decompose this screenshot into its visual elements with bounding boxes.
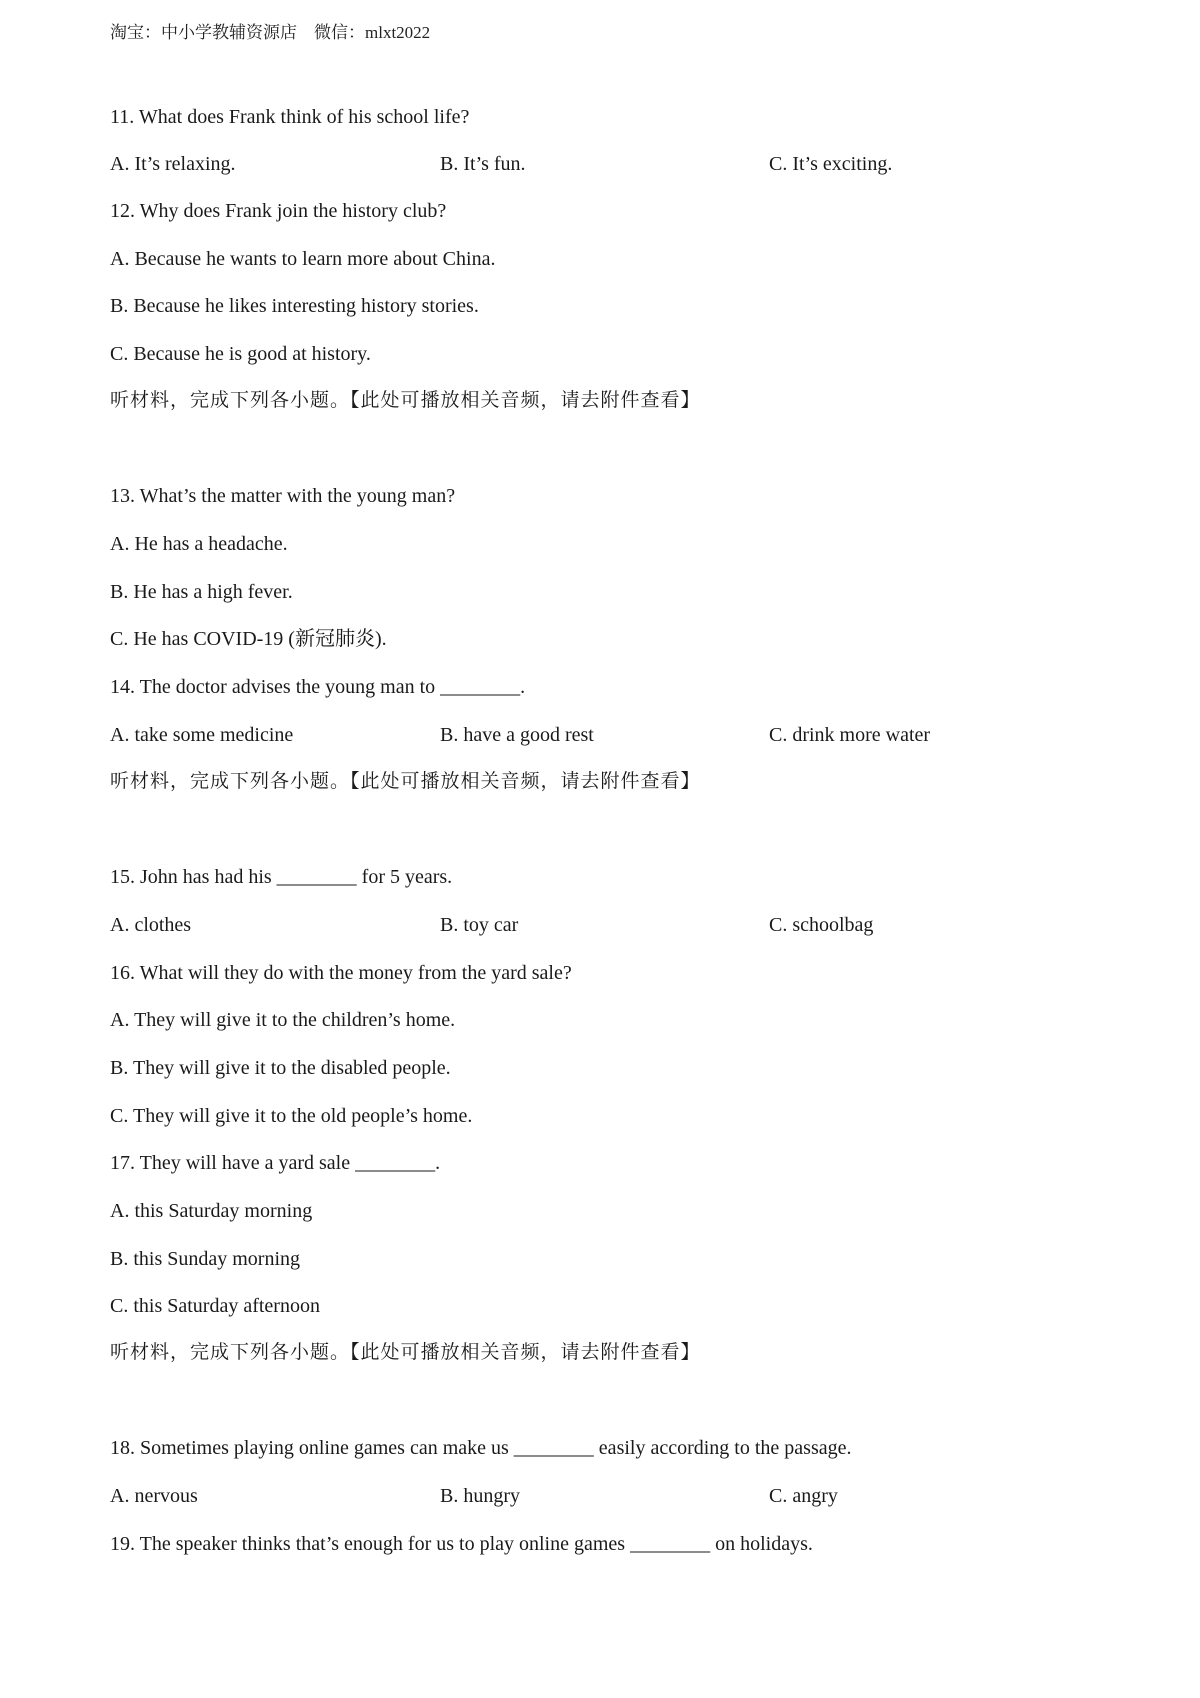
answer-option: C. schoolbag [769, 914, 874, 936]
answer-option: A. this Saturday morning [110, 1200, 313, 1222]
page-header: 淘宝：中小学教辅资源店 微信：mlxt2022 [110, 23, 431, 42]
answer-option: C. They will give it to the old people’s home. [110, 1105, 473, 1127]
answer-option: C. angry [769, 1485, 838, 1507]
question-stem: 12. Why does Frank join the history club? [110, 200, 447, 222]
question-stem: 13. What’s the matter with the young man? [110, 485, 456, 507]
answer-option: B. this Sunday morning [110, 1248, 301, 1270]
listening-instruction: 听材料，完成下列各小题。【此处可播放相关音频，请去附件查看】 [110, 770, 701, 792]
answer-option: B. hungry [440, 1485, 520, 1507]
answer-option: C. He has COVID-19 (新冠肺炎). [110, 628, 387, 650]
answer-option: A. take some medicine [110, 724, 294, 746]
answer-option: C. drink more water [769, 724, 931, 746]
question-stem: 15. John has had his ________ for 5 years. [110, 866, 453, 888]
answer-option: A. They will give it to the children’s home. [110, 1009, 456, 1031]
answer-option: B. toy car [440, 914, 519, 936]
question-stem: 14. The doctor advises the young man to ________. [110, 676, 526, 698]
answer-option: B. It’s fun. [440, 153, 526, 175]
answer-option: C. Because he is good at history. [110, 343, 371, 365]
listening-instruction: 听材料，完成下列各小题。【此处可播放相关音频，请去附件查看】 [110, 1341, 701, 1363]
listening-instruction: 听材料，完成下列各小题。【此处可播放相关音频，请去附件查看】 [110, 389, 701, 411]
answer-option: A. nervous [110, 1485, 198, 1507]
answer-option: A. Because he wants to learn more about China. [110, 248, 496, 270]
answer-option: A. It’s relaxing. [110, 153, 236, 175]
answer-option: B. They will give it to the disabled people. [110, 1057, 451, 1079]
answer-option: B. Because he likes interesting history stories. [110, 295, 479, 317]
question-stem: 17. They will have a yard sale ________. [110, 1152, 441, 1174]
answer-option: C. It’s exciting. [769, 153, 893, 175]
question-stem: 19. The speaker thinks that’s enough for us to play online games ________ on holidays. [110, 1533, 813, 1555]
answer-option: C. this Saturday afternoon [110, 1295, 320, 1317]
question-stem: 16. What will they do with the money from the yard sale? [110, 962, 572, 984]
question-stem: 18. Sometimes playing online games can make us ________ easily according to the passage. [110, 1437, 852, 1459]
answer-option: B. have a good rest [440, 724, 594, 746]
answer-option: A. He has a headache. [110, 533, 288, 555]
answer-option: B. He has a high fever. [110, 581, 293, 603]
question-stem: 11. What does Frank think of his school life? [110, 106, 470, 128]
answer-option: A. clothes [110, 914, 192, 936]
